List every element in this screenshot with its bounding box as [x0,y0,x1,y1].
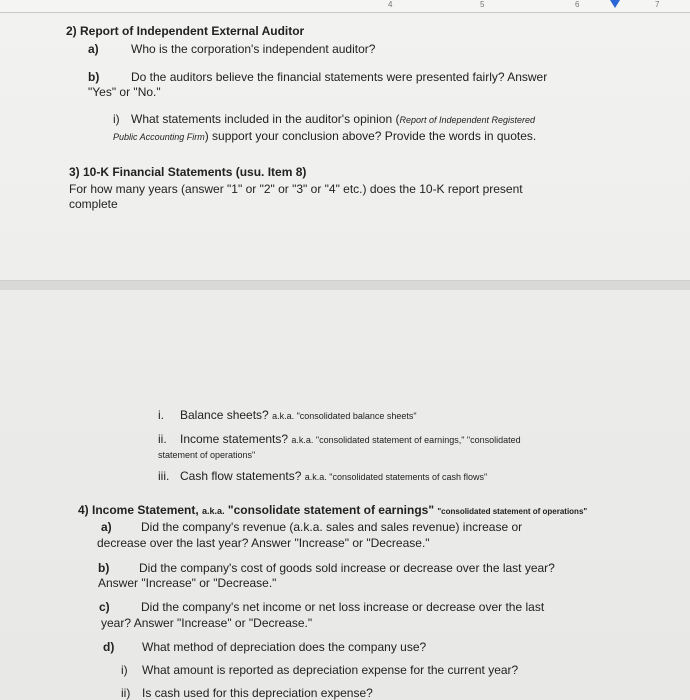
q4-d-text: What method of depreciation does the company use? [142,640,427,654]
ruler-label: 4 [388,0,393,9]
list-item-ii-note: a.k.a. "consolidated statement of earnings," "consolidated [291,435,521,445]
q4-heading-note: "consolidated statement of operations" [437,507,588,516]
q2-a-text: Who is the corporation's independent auditor? [131,42,376,56]
ruler-label: 7 [655,0,660,9]
q4-a-label: a) [101,520,112,534]
list-item-i-label: i. [158,408,164,422]
q4-heading-text-2: "consolidate statement of earnings" [227,503,435,517]
ruler-label: 5 [480,0,485,9]
q4-d-i-label: i) [121,663,128,677]
q4-d-ii-text: Is cash used for this depreciation expense? [142,686,373,700]
q4-b-text-2: Answer "Increase" or "Decrease." [98,576,277,590]
q4-c-text-2: year? Answer "Increase" or "Decrease." [101,616,313,630]
q3-heading: 3) 10-K Financial Statements (usu. Item 8) [69,165,307,179]
list-item-i-text: Balance sheets? [180,408,269,422]
q2-i-text-2: ) support your conclusion above? Provide the words in quotes. [204,129,537,143]
q2-b-text: Do the auditors believe the financial statements were presented fairly? Answer [131,70,548,84]
q2-i-italic: Report of Independent Registered [399,115,536,125]
q2-i-italic-2: Public Accounting Firm [113,132,205,142]
q4-c-label: c) [99,600,110,614]
q2-a-label: a) [88,42,99,56]
q4-a-text-2: decrease over the last year? Answer "Increase" or "Decrease." [97,536,430,550]
q4-heading-aka: a.k.a. [202,506,225,516]
list-item-iii-note: a.k.a. "consolidated statements of cash flows" [304,472,488,482]
q4-b-label: b) [98,561,110,575]
q4-c-text: Did the company's net income or net loss increase or decrease over the last [141,600,545,614]
ruler-indent-marker[interactable] [610,0,620,8]
q4-b-text: Did the company's cost of goods sold increase or decrease over the last year? [139,561,555,575]
list-item-iii-label: iii. [158,469,170,483]
q4-a-text: Did the company's revenue (a.k.a. sales and sales revenue) increase or [141,520,523,534]
q2-i-text: What statements included in the auditor's opinion ( [131,112,400,126]
q2-i-line2 [113,129,536,144]
list-item-ii-text: Income statements? [180,432,289,446]
q3-line1: For how many years (answer "1" or "2" or "3" or "4" etc.) does the 10-K report present [69,182,523,196]
q3-line2: complete [69,197,118,211]
page-bottom-section [0,290,690,700]
ruler [0,0,690,13]
q2-b-text-2: "Yes" or "No." [88,85,161,99]
q2-i-label: i) [113,112,120,126]
q4-d-ii-label: ii) [121,686,131,700]
q2-b-label: b) [88,70,100,84]
q2-i-line1 [131,112,535,127]
q2-heading: 2) Report of Independent External Auditor [66,24,305,38]
q4-d-i-text: What amount is reported as depreciation expense for the current year? [142,663,519,677]
list-item-ii-label: ii. [158,432,167,446]
ruler-label: 6 [575,0,580,9]
list-item-ii [180,432,521,447]
list-item-iii-text: Cash flow statements? [180,469,302,483]
q4-d-label: d) [103,640,115,654]
list-item-ii-note-2: statement of operations" [158,450,256,460]
list-item-iii [180,469,487,484]
q4-heading-text: 4) Income Statement, [78,503,199,517]
list-item-i-note: a.k.a. "consolidated balance sheets" [272,411,417,421]
q4-heading [78,503,587,519]
list-item-i [180,408,417,423]
